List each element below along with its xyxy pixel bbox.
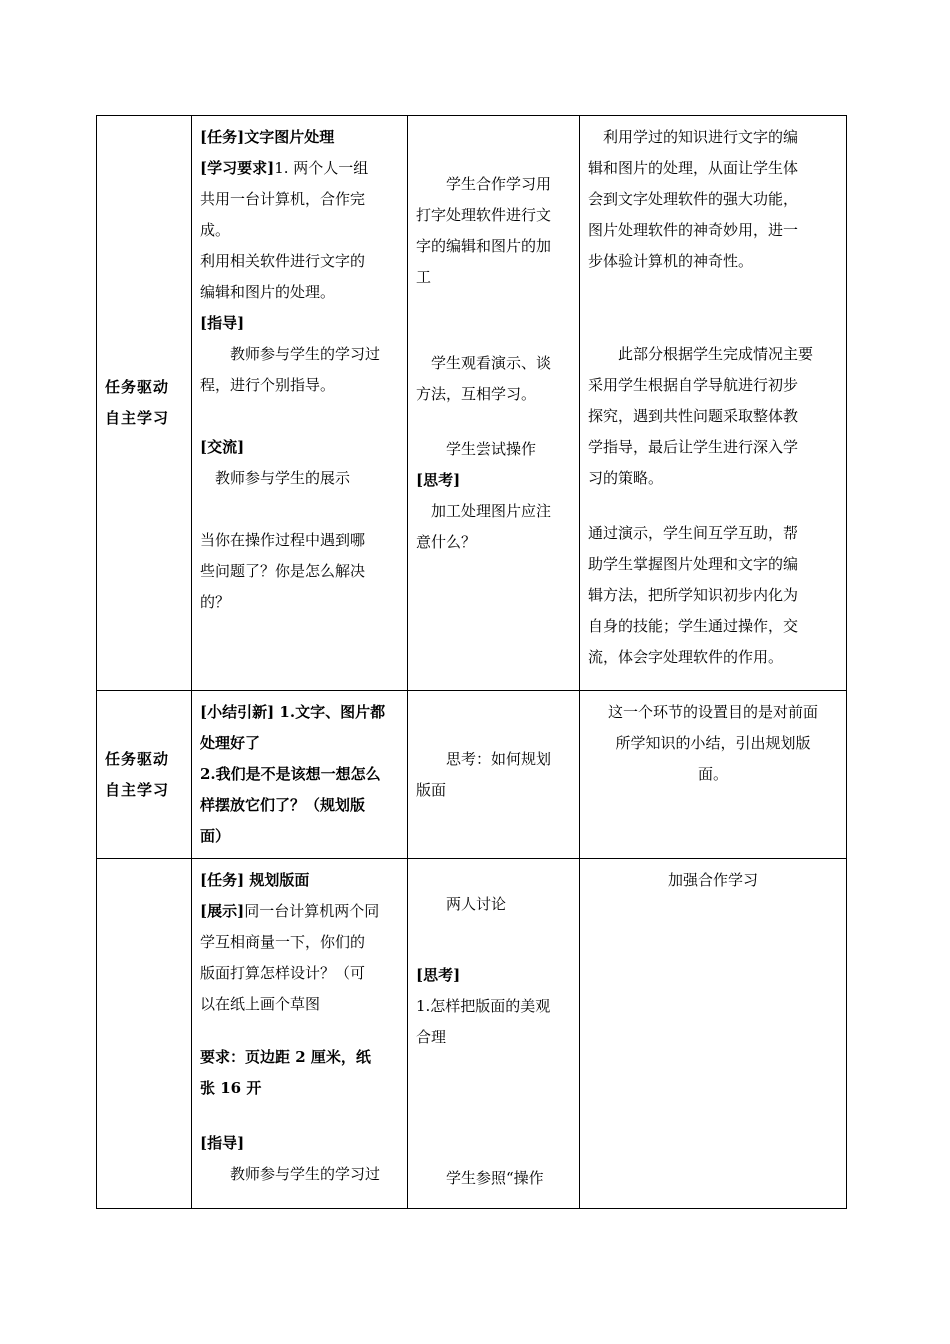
intent-text: 采用学生根据自学导航进行初步: [588, 376, 799, 394]
summary-text: 2.我们是不是该想一想怎么: [200, 765, 381, 783]
student-activity-cell: [408, 859, 580, 1209]
think-tag: [思考]: [416, 966, 461, 984]
intent-text: 辑和图片的处理，从面让学生体: [588, 159, 799, 177]
requirement-text: 张 16 开: [200, 1079, 262, 1097]
stage-label-line: 任务驱动: [105, 749, 170, 768]
intent-text: 自身的技能；学生通过操作，交: [588, 617, 799, 635]
think-text: 意什么？: [416, 533, 477, 551]
intent-text: 图片处理软件的神奇妙用，进一: [588, 221, 799, 239]
student-activity-cell: [408, 691, 580, 859]
intent-text: 习的策略。: [588, 469, 664, 487]
student-activity-cell: [408, 116, 580, 691]
design-intent-cell: [580, 116, 847, 691]
stage-label-line: 自主学习: [105, 780, 170, 799]
intent-text: 面。: [697, 765, 728, 783]
stage-cell: [97, 116, 192, 691]
requirement-text: 编辑和图片的处理。: [200, 283, 336, 301]
summary-text: [小结引新] 1.文字、图片都: [200, 703, 386, 721]
summary-text: 样摆放它们了？（规划版: [200, 796, 366, 814]
design-intent-cell: [580, 691, 847, 859]
intent-text: 利用学过的知识进行文字的编: [603, 128, 799, 146]
lesson-plan-table: [96, 115, 847, 1209]
requirement-tag: [学习要求]: [200, 159, 275, 177]
intent-text: 学指导，最后让学生进行深入学: [588, 438, 799, 456]
question-text: 当你在操作过程中遇到哪: [200, 531, 366, 549]
task-title: 规划版面: [244, 871, 310, 889]
intent-text: 此部分根据学生完成情况主要: [618, 345, 814, 363]
intent-text: 会到文字处理软件的强大功能，: [588, 190, 799, 208]
teacher-activity-cell: [192, 116, 408, 691]
intent-text: 助学生掌握图片处理和文字的编: [588, 555, 799, 573]
student-text: 版面: [416, 780, 447, 799]
exchange-text: 教师参与学生的展示: [215, 469, 351, 487]
think-tag: [思考]: [416, 471, 461, 489]
student-text: 学生合作学习用: [446, 175, 552, 193]
summary-text: 面）: [200, 827, 231, 845]
requirement-text: 要求：页边距 2 厘米，纸: [200, 1048, 371, 1066]
stage-label-line: 任务驱动: [105, 378, 170, 396]
show-text: 以在纸上画个草图: [200, 995, 321, 1013]
question-text: 些问题了？你是怎么解决: [200, 562, 366, 580]
student-text: 学生参照“操作: [446, 1169, 544, 1187]
student-text: 打字处理软件进行文: [416, 206, 552, 224]
teacher-activity-cell: [192, 691, 408, 859]
show-text: 版面打算怎样设计？（可: [200, 964, 366, 982]
teacher-activity-cell: [192, 859, 408, 1209]
intent-text: 流，体会字处理软件的作用。: [588, 648, 784, 666]
think-text: 合理: [416, 1028, 447, 1046]
table-row: [97, 859, 847, 1209]
intent-text: 通过演示，学生间互学互助，帮: [588, 524, 799, 542]
student-text: 工: [416, 268, 432, 286]
task-tag: [任务]: [200, 871, 245, 889]
think-text: 加工处理图片应注: [431, 502, 552, 520]
guide-tag: [指导]: [200, 314, 245, 332]
student-text: 方法，互相学习。: [416, 385, 537, 403]
guide-tag: [指导]: [200, 1134, 245, 1152]
requirement-text: 成。: [200, 221, 231, 239]
requirement-text: 1. 两个人一组: [274, 159, 369, 177]
stage-cell: [97, 691, 192, 859]
think-text: 1.怎样把版面的美观: [416, 997, 551, 1015]
intent-text: 步体验计算机的神奇性。: [588, 252, 754, 270]
show-text: 同一台计算机两个同: [244, 902, 380, 920]
table-row: [97, 116, 847, 691]
intent-text: 辑方法，把所学知识初步内化为: [588, 586, 799, 604]
student-text: 两人讨论: [446, 895, 507, 913]
student-text: 学生观看演示、谈: [431, 354, 552, 372]
stage-cell: [97, 859, 192, 1209]
exchange-tag: [交流]: [200, 438, 245, 456]
summary-text: 处理好了: [200, 734, 261, 752]
requirement-text: 利用相关软件进行文字的: [200, 252, 366, 270]
guide-text: 教师参与学生的学习过: [230, 1165, 381, 1183]
guide-text: 程，进行个别指导。: [200, 376, 336, 394]
intent-text: 探究，遇到共性问题采取整体教: [588, 407, 799, 425]
requirement-text: 共用一台计算机，合作完: [200, 190, 366, 208]
show-tag: [展示]: [200, 902, 245, 920]
student-text: 思考：如何规划: [446, 749, 552, 768]
stage-label-line: 自主学习: [105, 409, 170, 427]
task-title: 文字图片处理: [244, 128, 335, 146]
task-tag: [任务]: [200, 128, 245, 146]
student-text: 字的编辑和图片的加: [416, 237, 552, 255]
intent-text: 加强合作学习: [667, 871, 758, 889]
student-text: 学生尝试操作: [446, 440, 537, 458]
table-row: [97, 691, 847, 859]
question-text: 的？: [200, 593, 231, 611]
guide-text: 教师参与学生的学习过: [230, 345, 381, 363]
design-intent-cell: [580, 859, 847, 1209]
intent-text: 这一个环节的设置目的是对前面: [607, 703, 818, 721]
intent-text: 所学知识的小结，引出规划版: [615, 734, 811, 752]
show-text: 学互相商量一下，你们的: [200, 933, 366, 951]
